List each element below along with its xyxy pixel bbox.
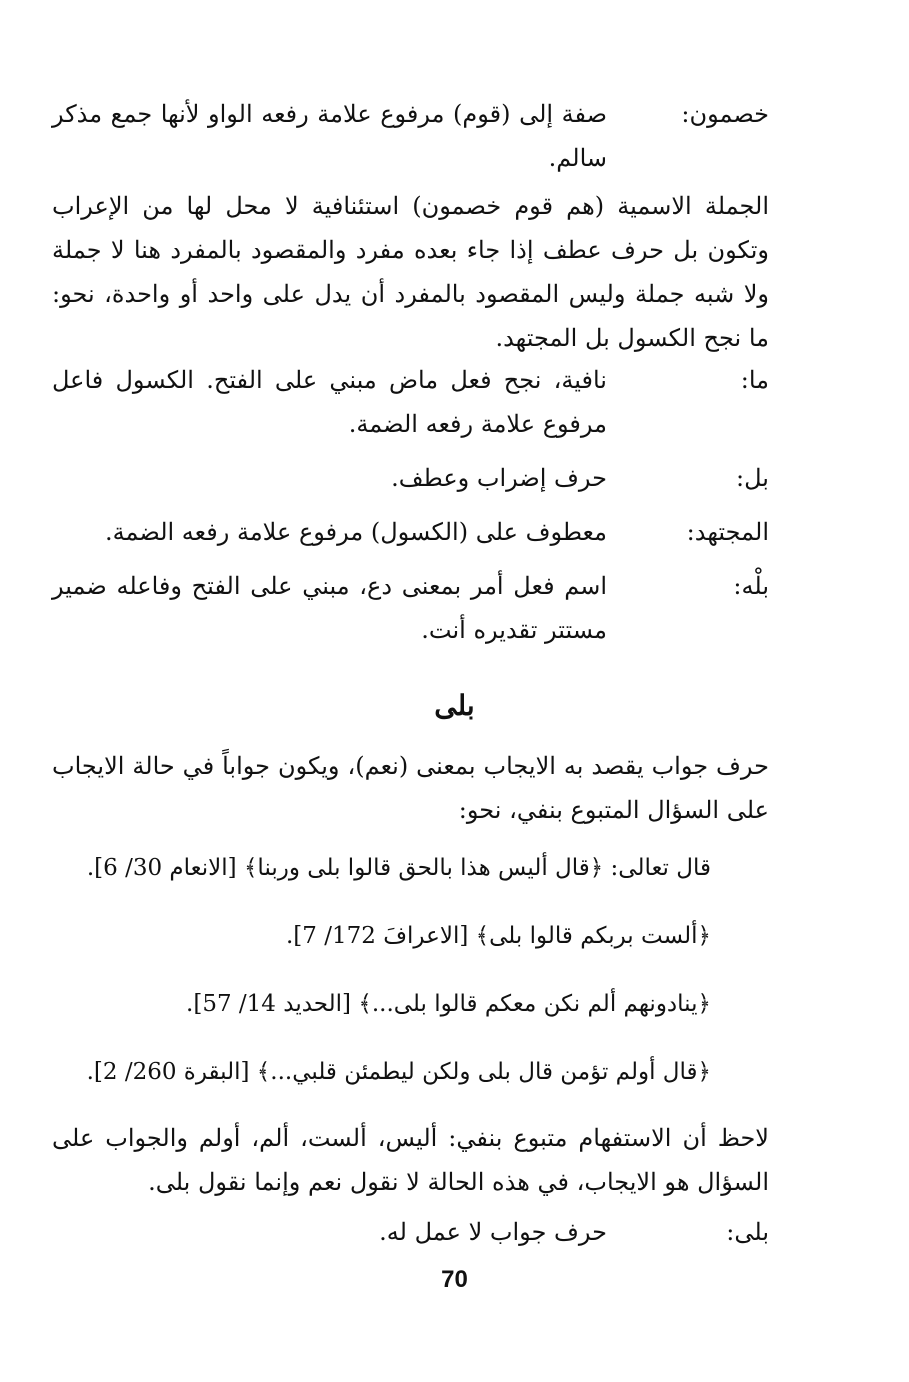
gloss-entry-bal (52, 456, 769, 500)
gloss-definition: معطوف على (الكسول) مرفوع علامة رفعه الضمة. (105, 518, 607, 546)
paragraph-note (52, 1116, 769, 1204)
paragraph-text: حرف جواب يقصد به الايجاب بمعنى (نعم)، ويكون جواباً في حالة الايجاب على السؤال المتبوع بنفي، نحو: (52, 752, 770, 824)
gloss-term: ما: (740, 366, 769, 394)
section-heading: بلى (434, 689, 475, 722)
paragraph-bala-definition (52, 744, 769, 832)
gloss-entry-al-mujtahid (52, 510, 769, 554)
gloss-entry-bala (52, 1210, 769, 1254)
gloss-definition: صفة إلى (قوم) مرفوع علامة رفعه الواو لأنها جمع مذكر سالم. (52, 100, 607, 172)
gloss-definition: نافية، نجح فعل ماض مبني على الفتح. الكسول فاعل مرفوع علامة رفعه الضمة. (52, 366, 607, 438)
paragraph-text: الجملة الاسمية (هم قوم خصمون) استئنافية لا محل لها من الإعراب وتكون بل حرف عطف إذا جاء بعده مفرد والمقصود بالمفرد هنا لا جملة ولا شبه جملة وليس المقصود بالمفرد أن يدل على واحد أو واحدة، نحو: ما نجح الكسول بل المجتهد. (52, 192, 769, 352)
gloss-term: بلْه: (733, 572, 769, 600)
gloss-term: خصمون: (681, 100, 769, 128)
gloss-definition: حرف إضراب وعطف. (391, 464, 607, 492)
paragraph-nominal-clause (52, 184, 769, 360)
gloss-entry-ma (52, 358, 769, 446)
gloss-term: بلى: (726, 1218, 769, 1246)
quran-quote-3: ﴿ينادونهم ألم نكن معكم قالوا بلى...﴾ [الحديد 14/ 57]. (186, 991, 711, 1017)
gloss-entry-balh (52, 564, 769, 652)
gloss-entry-khasimun (52, 92, 769, 180)
gloss-definition: حرف جواب لا عمل له. (379, 1218, 607, 1246)
quran-quote-1: قال تعالى: ﴿قال أليس هذا بالحق قالوا بلى وربنا﴾ [الانعام 30/ 6]. (86, 855, 711, 881)
gloss-term: المجتهد: (686, 518, 769, 546)
quran-quote-4: ﴿قال أولم تؤمن قال بلى ولكن ليطمئن قلبي...﴾ [البقرة 260/ 2]. (86, 1059, 711, 1085)
page-number: 70 (441, 1266, 468, 1293)
paragraph-text: لاحظ أن الاستفهام متبوع بنفي: أليس، ألست، ألم، أولم والجواب على السؤال هو الايجاب، في هذه الحالة لا نقول نعم وإنما نقول بلى. (52, 1124, 769, 1196)
gloss-term: بل: (736, 464, 769, 492)
gloss-definition: اسم فعل أمر بمعنى دع، مبني على الفتح وفاعله ضمير مستتر تقديره أنت. (52, 572, 607, 644)
quran-quote-2: ﴿ألست بربكم قالوا بلى﴾ [الاعرافَ 172/ 7]. (285, 923, 711, 949)
